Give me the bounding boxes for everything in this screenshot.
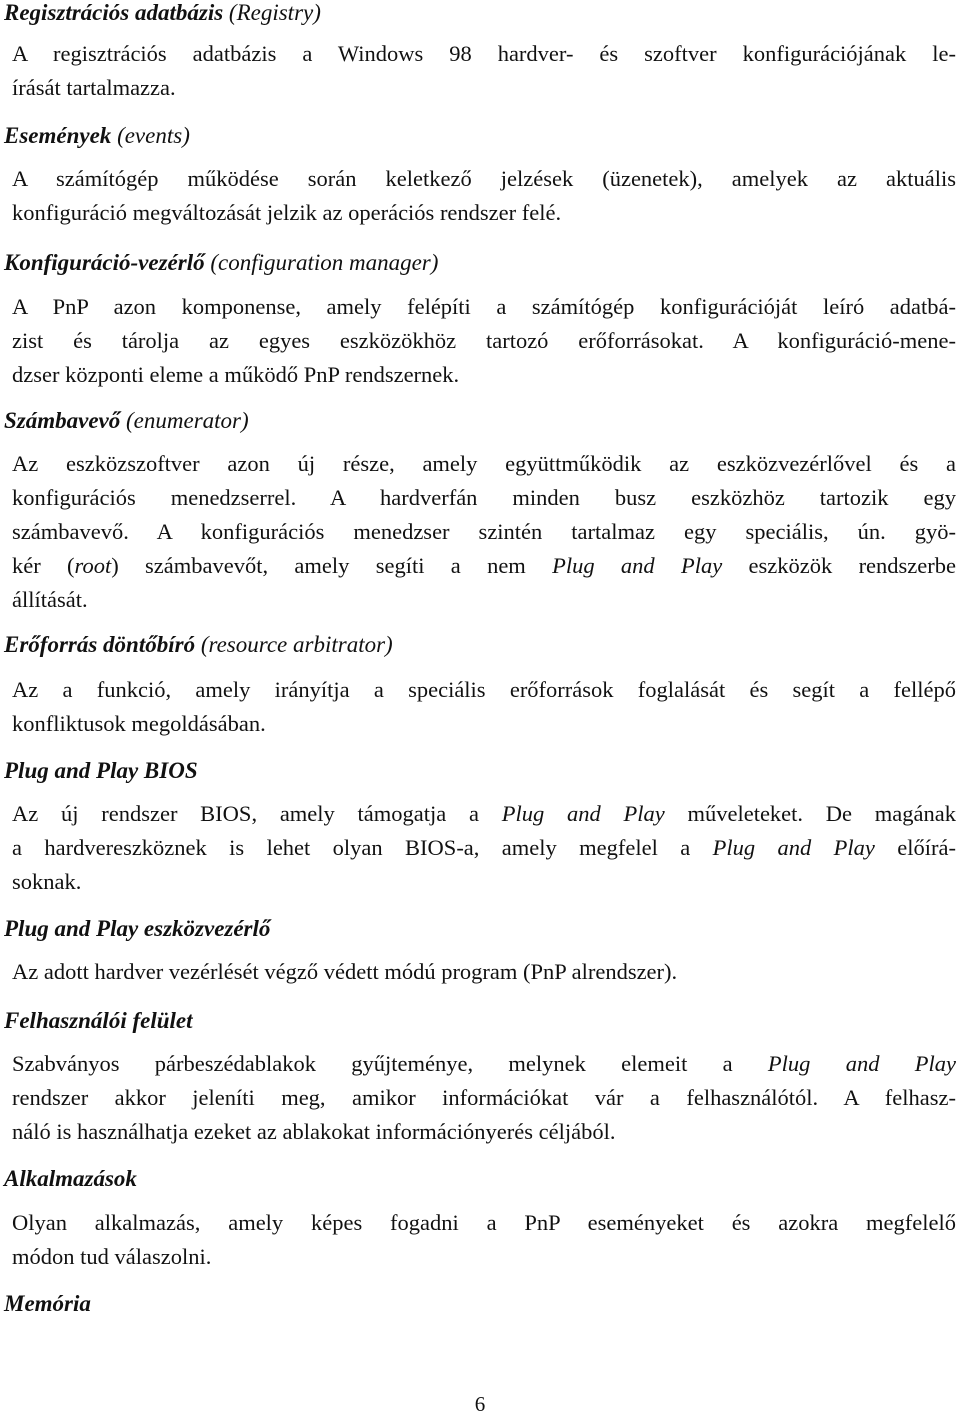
term-definition bbox=[12, 955, 956, 989]
definition-line: Az eszközszoftver azon új része, amely együttműködik az eszközvezérlővel és a bbox=[12, 451, 956, 476]
definition-line: írását tartalmazza. bbox=[12, 75, 176, 100]
definition-line: A PnP azon komponense, amely felépíti a számítógép konfigurációját leíró adatbá- bbox=[12, 294, 956, 319]
definition-line: módon tud válaszolni. bbox=[12, 1244, 212, 1269]
term-title: Események bbox=[4, 123, 112, 148]
definition-line: Az a funkció, amely irányítja a speciális erőforrások foglalását és segít a fellépő bbox=[12, 677, 956, 702]
term-english: (resource arbitrator) bbox=[195, 632, 393, 657]
definition-line: konfiguráció megváltozását jelzik az operációs rendszer felé. bbox=[12, 200, 562, 225]
term-title: Plug and Play BIOS bbox=[4, 758, 198, 783]
term-definition bbox=[12, 1047, 956, 1149]
definition-line: Olyan alkalmazás, amely képes fogadni a PnP eseményeket és azokra megfelelő bbox=[12, 1210, 956, 1235]
term-definition bbox=[12, 797, 956, 899]
term-definition bbox=[12, 162, 956, 230]
term-heading bbox=[4, 121, 190, 151]
term-definition bbox=[12, 673, 956, 741]
term-english: (enumerator) bbox=[120, 408, 249, 433]
definition-line: zist és tárolja az egyes eszközökhöz tartozó erőforrásokat. A konfiguráció-mene- bbox=[12, 328, 956, 353]
term-heading bbox=[4, 914, 270, 944]
term-definition bbox=[12, 290, 956, 392]
definition-line: számbavevő. A konfigurációs menedzser szintén tartalmaz egy speciális, ún. gyö- bbox=[12, 519, 956, 544]
term-heading bbox=[4, 1164, 137, 1194]
term-title: Plug and Play eszközvezérlő bbox=[4, 916, 271, 941]
definition-line: kér (root) számbavevőt, amely segíti a nem Plug and Play eszközök rendszerbe bbox=[12, 553, 957, 578]
term-title: Regisztrációs adatbázis bbox=[4, 0, 224, 25]
definition-line: rendszer akkor jeleníti meg, amikor információkat vár a felhasználótól. A felhasz- bbox=[12, 1085, 956, 1110]
term-heading bbox=[4, 248, 438, 278]
term-heading bbox=[4, 0, 321, 28]
definition-line: a hardvereszköznek is lehet olyan BIOS-a, amely megfelel a Plug and Play előírá- bbox=[12, 835, 957, 860]
definition-line: Szabványos párbeszédablakok gyűjteménye, melynek elemeit a Plug and Play bbox=[12, 1051, 956, 1076]
definition-line: Az új rendszer BIOS, amely támogatja a Plug and Play műveleteket. De magának bbox=[12, 801, 956, 826]
definition-line: Az adott hardver vezérlését végző védett módú program (PnP alrendszer). bbox=[12, 959, 678, 984]
term-definition bbox=[12, 447, 956, 617]
definition-line: dzser központi eleme a működő PnP rendszernek. bbox=[12, 362, 460, 387]
term-title: Alkalmazások bbox=[4, 1166, 137, 1191]
term-title: Konfiguráció-vezérlő bbox=[4, 250, 205, 275]
term-heading bbox=[4, 1006, 193, 1036]
term-title: Számbavevő bbox=[4, 408, 121, 433]
term-title: Memória bbox=[4, 1291, 91, 1316]
term-title: Felhasználói felület bbox=[4, 1008, 193, 1033]
definition-line: állítását. bbox=[12, 587, 88, 612]
term-english: (events) bbox=[111, 123, 190, 148]
term-definition bbox=[12, 37, 956, 105]
term-heading bbox=[4, 1289, 91, 1319]
term-english: (configuration manager) bbox=[204, 250, 439, 275]
definition-line: náló is használhatja ezeket az ablakokat információnyerés céljából. bbox=[12, 1119, 616, 1144]
term-english: (Registry) bbox=[223, 0, 321, 25]
definition-line: soknak. bbox=[12, 869, 82, 894]
page-number: 6 bbox=[474, 1392, 486, 1416]
definition-line: A regisztrációs adatbázis a Windows 98 hardver- és szoftver konfigurációjának le- bbox=[12, 41, 956, 66]
definition-line: konfigurációs menedzserrel. A hardverfán minden busz eszközhöz tartozik egy bbox=[12, 485, 956, 510]
definition-line: konfliktusok megoldásában. bbox=[12, 711, 266, 736]
definition-line: A számítógép működése során keletkező jelzések (üzenetek), amelyek az aktuális bbox=[12, 166, 956, 191]
term-heading bbox=[4, 630, 393, 660]
term-heading bbox=[4, 406, 249, 436]
term-heading bbox=[4, 756, 198, 786]
term-title: Erőforrás döntőbíró bbox=[4, 632, 196, 657]
term-definition bbox=[12, 1206, 956, 1274]
